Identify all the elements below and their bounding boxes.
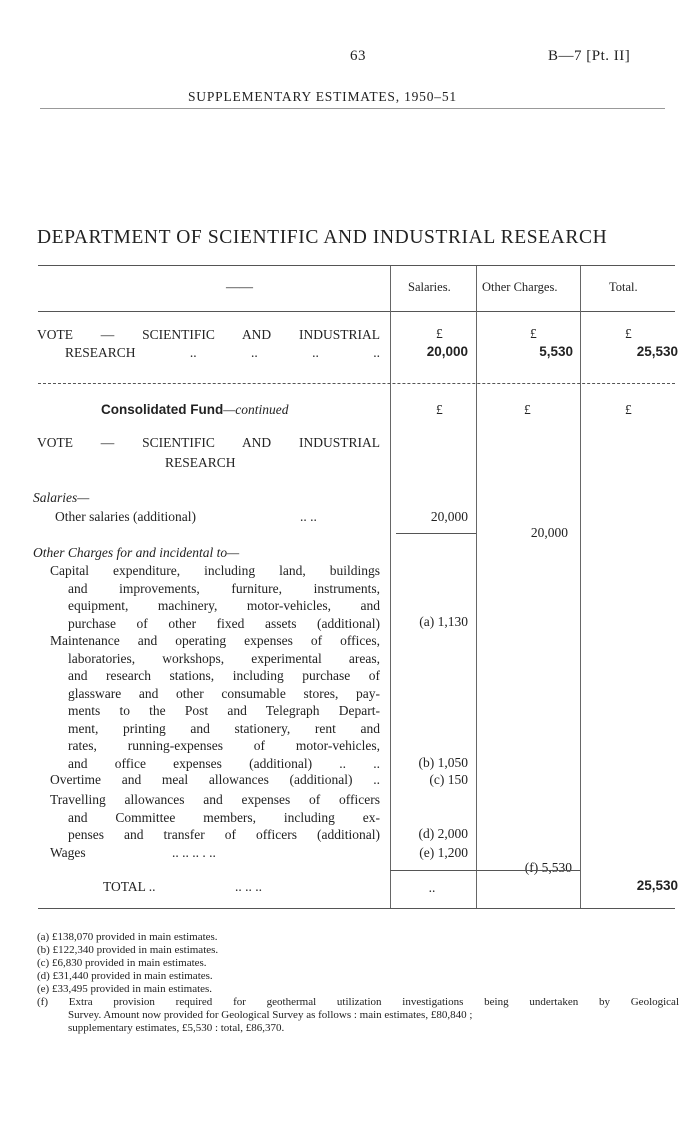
other-salaries-label: Other salaries (additional) [55,509,196,524]
vote-summary-label: VOTE — SCIENTIFIC AND INDUSTRIAL [37,327,380,342]
maintenance-text: Maintenance and operating expenses of offices, laboratories, workshops, experimental areas, and research stations, including purchase of glassware and other consumable stores, pay- ments to the Post and Telegraph Depart- ment, printing and stationery, rent and rates, running-expenses of motor-vehicles, and office expenses (additional) .. .. [50,633,380,771]
currency-symbol: £ [625,402,632,417]
travelling-text: Travelling allowances and expenses of officers and Committee members, including ex- penses and transfer of officers (additional) [50,792,380,842]
vote-summary-label-2: RESEARCH .. .. .. .. [65,345,380,360]
total-salaries: .. [428,880,436,895]
salaries-subtotal-rule [396,533,476,534]
footnote-f-continued-2: supplementary estimates, £5,530 : total, £86,370. [68,1022,285,1034]
vote-summary-total: 25,530 [636,344,678,359]
salaries-subtotal: 20,000 [530,525,568,540]
column-rule-1 [390,266,391,908]
fund-heading: Consolidated Fund—continued [101,402,289,417]
column-rule-2 [476,266,477,908]
vote-summary-other-charges: 5,530 [539,344,573,359]
capital-expenditure-text: Capital expenditure, including land, buildings and improvements, furniture, instruments, equipment, machinery, motor-vehicles, and purchase of other fixed assets (additional) [50,563,380,631]
travelling-value: (d) 2,000 [418,826,468,841]
vote-summary-salaries: 20,000 [426,344,468,359]
leader-dots: .. .. .. [235,879,262,894]
total-rule [390,870,580,871]
currency-symbol: £ [436,326,443,341]
wages-value: (e) 1,200 [419,845,468,860]
wages-label: Wages [50,845,86,860]
currency-symbol: £ [436,402,443,417]
footnote-e: (e) £33,495 provided in main estimates. [37,983,213,995]
overtime-label: Overtime and meal allowances (additional) .. [50,772,380,787]
footnote-c: (c) £6,830 provided in main estimates. [37,957,207,969]
other-salaries-value: 20,000 [430,509,468,524]
overtime-value: (c) 150 [429,772,468,787]
salaries-heading: Salaries— [33,490,90,505]
page-number: 63 [350,48,366,64]
other-charges-heading: Other Charges for and incidental to— [33,545,240,560]
grand-total: 25,530 [636,878,678,893]
total-label: TOTAL .. [103,879,156,894]
column-header-description: —— [226,279,253,294]
capital-expenditure-value: (a) 1,130 [419,614,468,629]
vote-heading-2: RESEARCH [165,455,236,470]
leader-dots: .. .. .. . .. [172,845,216,860]
column-rule-3 [580,266,581,908]
column-header-total: Total. [609,280,638,294]
footnote-d: (d) £31,440 provided in main estimates. [37,970,213,982]
table-bottom-rule [38,908,675,909]
header-rule [40,108,665,109]
footnote-b: (b) £122,340 provided in main estimates. [37,944,219,956]
currency-symbol: £ [524,402,531,417]
column-header-salaries: Salaries. [408,280,451,294]
document-reference: B—7 [Pt. II] [548,48,631,64]
leader-dots: .. .. [300,509,317,524]
footnote-f-continued: Survey. Amount now provided for Geological Survey as follows : main estimates, £80,840 ; [68,1009,473,1021]
running-title: SUPPLEMENTARY ESTIMATES, 1950–51 [188,89,457,104]
maintenance-value: (b) 1,050 [418,755,468,770]
column-header-other-charges: Other Charges. [482,280,558,294]
vote-heading: VOTE — SCIENTIFIC AND INDUSTRIAL [37,435,380,450]
footnote-a: (a) £138,070 provided in main estimates. [37,931,218,943]
department-title: DEPARTMENT OF SCIENTIFIC AND INDUSTRIAL RESEARCH [37,227,608,248]
currency-symbol: £ [530,326,537,341]
currency-symbol: £ [625,326,632,341]
other-charges-total: (f) 5,530 [524,860,572,875]
footnote-f: (f) Extra provision required for geothermal utilization investigations being undertaken by Geological [37,996,679,1008]
summary-divider [38,383,675,384]
